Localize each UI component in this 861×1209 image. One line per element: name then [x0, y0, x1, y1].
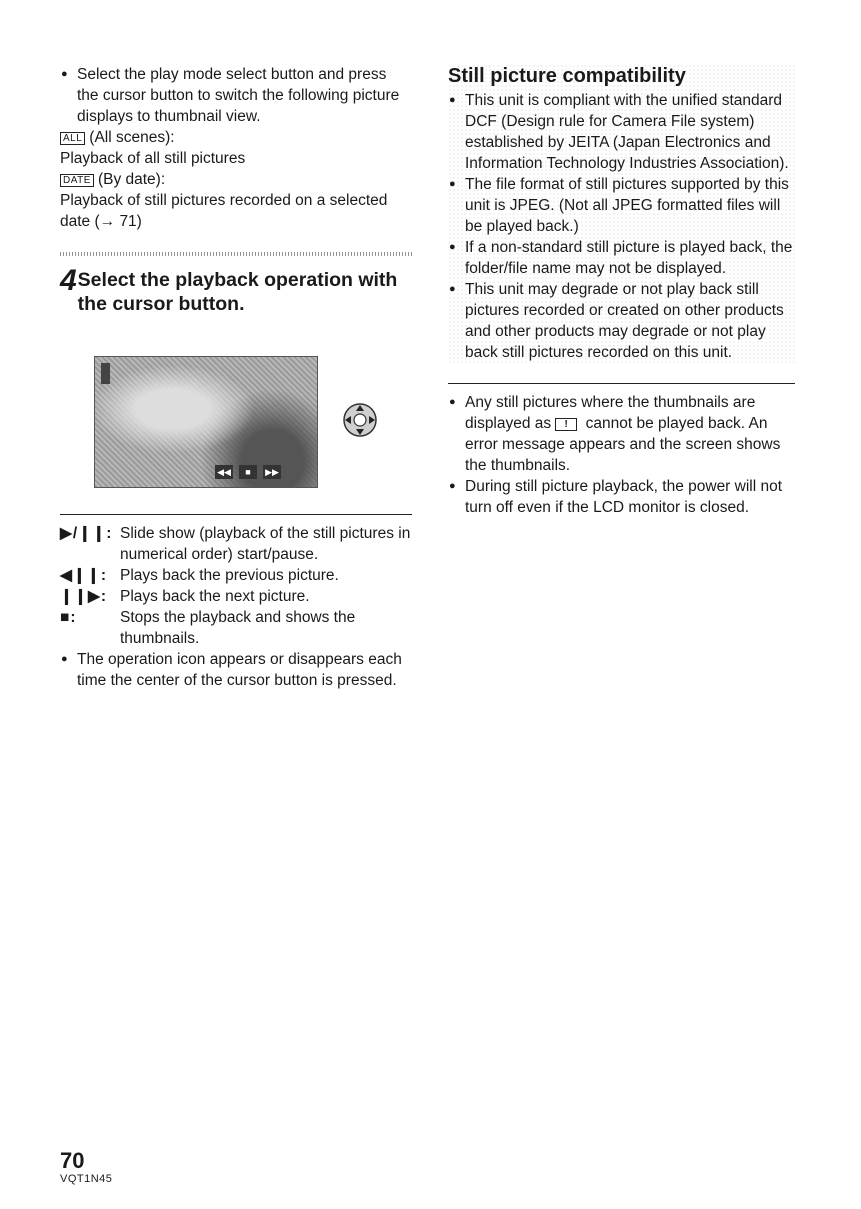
all-scenes-line [60, 127, 412, 148]
right-rule [448, 383, 795, 384]
compat-bullet: ● The file format of still pictures supported by this unit is JPEG. (Not all JPEG formatted files will be played back.) [448, 174, 795, 237]
all-desc: Playback of all still pictures [60, 150, 246, 167]
compatibility-heading: Still picture compatibility [448, 65, 686, 87]
play-pause-desc: Slide show (playback of the still pictures in numerical order) start/pause. [120, 525, 411, 563]
note1-post: cannot be played back. An error message appears and the screen shows the thumbnails. [465, 415, 781, 474]
date-icon: DATE [60, 174, 94, 187]
date-label: (By date): [97, 171, 166, 188]
compat-bullet: ● If a non-standard still picture is played back, the folder/file name may not be displayed. [448, 237, 795, 279]
next-desc: Plays back the next picture. [120, 588, 310, 605]
page-number: 70 [60, 1148, 85, 1173]
stop-icon: ■ [239, 465, 257, 479]
compat-bullet: ● This unit may degrade or not play back still pictures recorded or created on other products and other products may degrade or not play back still pictures recorded on this unit. [448, 279, 795, 363]
step-heading [60, 264, 412, 316]
operation-icon-note: ● The operation icon appears or disappears each time the center of the cursor button is pressed. [60, 649, 412, 691]
left-column [60, 64, 412, 691]
by-date-line [60, 169, 412, 190]
dotted-divider [60, 252, 412, 256]
previous-symbol: ◀❙❙: [60, 567, 108, 584]
document-code: VQT1N45 [60, 1173, 113, 1185]
stop-symbol: ■: [60, 609, 77, 626]
step-title: Select the playback operation with the cursor button. [77, 269, 398, 315]
power-note: ● During still picture playback, the power will not turn off even if the LCD monitor is closed. [448, 476, 795, 518]
compat-bullet: ● This unit is compliant with the unified standard DCF (Design rule for Camera File system) established by JEITA (Japan Electronics and Information Technology Industries Association). [448, 90, 795, 174]
screen-operation-icons [215, 465, 281, 479]
lcd-screen-image [94, 356, 318, 488]
intro-bullet: ● Select the play mode select button and press the cursor button to switch the following picture displays to thumbnail view. [60, 64, 412, 127]
thumbnail-error-note [448, 392, 795, 476]
right-column [448, 64, 795, 518]
playback-figure [60, 356, 412, 496]
step-number: 4 [60, 264, 77, 297]
compatibility-box [448, 64, 795, 363]
play-pause-symbol: ▶/❙❙: [60, 525, 113, 542]
all-label: (All scenes): [89, 129, 175, 146]
control-definitions [60, 523, 412, 649]
cursor-button-icon [342, 402, 378, 438]
next-icon: ▶▶ [263, 465, 281, 479]
all-icon: ALL [60, 132, 85, 145]
prev-icon: ◀◀ [215, 465, 233, 479]
screen-marker [101, 363, 110, 384]
date-desc: Playback of still pictures recorded on a selected date (→ 71) [60, 192, 388, 230]
section-rule [60, 514, 412, 515]
stop-desc: Stops the playback and shows the thumbnails. [120, 609, 356, 647]
previous-desc: Plays back the previous picture. [120, 567, 339, 584]
unplayable-icon: ! [555, 418, 577, 431]
next-symbol: ❙❙▶: [60, 588, 108, 605]
note1-pre: Any still pictures where the thumbnails are displayed as [465, 394, 756, 432]
